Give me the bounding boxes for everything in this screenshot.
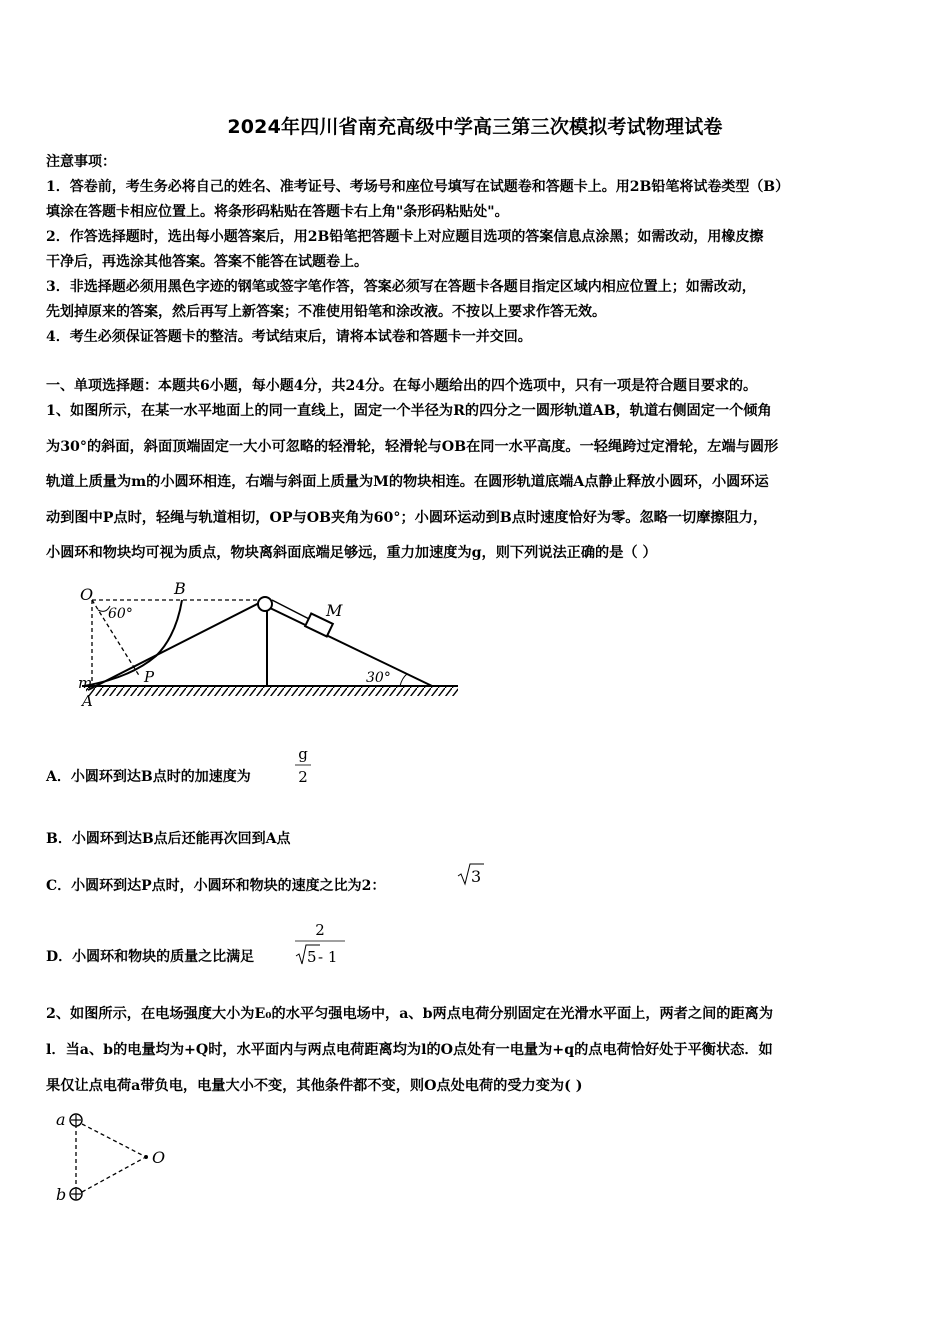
fraction-tail: - 1 <box>318 948 338 966</box>
option-d-text: D．小圆环和物块的质量之比满足 <box>46 949 255 965</box>
option-c-radical <box>456 860 486 888</box>
notice-line: 先划掉原来的答案，然后再写上新答案；不准使用铅笔和涂改液。不按以上要求作答无效。 <box>46 304 606 320</box>
question-1-line: 小圆环和物块均可视为质点，物块离斜面底端足够远，重力加速度为g，则下列说法正确的是（ ） <box>46 545 657 561</box>
figure-label-B: B <box>174 580 186 598</box>
figure-label-M: M <box>326 601 343 620</box>
notice-line: 3．非选择题必须用黑色字迹的钢笔或签字笔作答，答案必须写在答题卡各题目指定区域内相应位置上；如需改动， <box>46 279 756 295</box>
question-2-figure <box>50 1106 180 1206</box>
option-c[interactable] <box>46 875 385 895</box>
figure-label-m: m <box>78 674 93 692</box>
option-d-fraction <box>293 918 349 970</box>
option-a-text: A．小圆环到达B点时的加速度为 <box>46 769 251 785</box>
radical-value: 5 <box>307 948 317 966</box>
figure-label-A: A <box>82 692 93 710</box>
section-heading: 一、单项选择题：本题共6小题，每小题4分，共24分。在每小题给出的四个选项中，只有一项是符合题目要求的。 <box>46 378 757 394</box>
option-a-fraction <box>293 742 313 790</box>
option-c-text: C．小圆环到达P点时，小圆环和物块的速度之比为2： <box>46 878 386 894</box>
question-2-line: 果仅让点电荷a带负电，电量大小不变，其他条件都不变，则O点处电荷的受力变为( ) <box>46 1078 583 1094</box>
option-a[interactable] <box>46 766 251 786</box>
notice-line: 1．答卷前，考生务必将自己的姓名、准考证号、考场号和座位号填写在试题卷和答题卡上。用2B铅笔将试卷类型（B） <box>46 179 790 195</box>
fraction-denominator: 2 <box>298 768 308 786</box>
question-1-line: 动到图中P点时，轻绳与轨道相切，OP与OB夹角为60°；小圆环运动到B点时速度恰好为零。忽略一切摩擦阻力， <box>46 509 768 526</box>
question-1-line: 轨道上质量为m的小圆环相连，右端与斜面上质量为M的物块相连。在圆形轨道底端A点静止释放小圆环，小圆环运 <box>46 474 769 490</box>
fraction-numerator: g <box>298 745 308 763</box>
notice-line: 干净后，再选涂其他答案。答案不能答在试题卷上。 <box>46 254 368 270</box>
figure-label-P: P <box>144 668 155 686</box>
option-b[interactable] <box>46 828 291 848</box>
notice-line: 2．作答选择题时，选出每小题答案后，用2B铅笔把答题卡上对应题目选项的答案信息点涂黑；如需改动，用橡皮擦 <box>46 229 764 245</box>
notice-line: 4．考生必须保证答题卡的整洁。考试结束后，请将本试卷和答题卡一并交回。 <box>46 329 532 345</box>
fraction-numerator: 2 <box>315 921 325 939</box>
figure-label-30: 30° <box>366 670 391 686</box>
question-1-line: 1、如图所示，在某一水平地面上的同一直线上，固定一个半径为R的四分之一圆形轨道AB，轨道右侧固定一个倾角 <box>46 403 772 419</box>
question-1-stem <box>46 394 908 572</box>
figure-label-O: O <box>152 1148 166 1167</box>
notice-heading: 注意事项： <box>46 154 116 170</box>
option-b-text: B．小圆环到达B点后还能再次回到A点 <box>46 831 291 847</box>
option-d[interactable] <box>46 946 254 966</box>
page-title: 2024年四川省南充高级中学高三第三次模拟考试物理试卷 <box>227 116 723 138</box>
question-1-line: 为30°的斜面，斜面顶端固定一大小可忽略的轻滑轮，轻滑轮与OB在同一水平高度。一轻绳跨过定滑轮，左端与圆形 <box>46 438 779 455</box>
radical-value: 3 <box>471 867 482 886</box>
question-2-stem <box>46 996 908 1104</box>
figure-label-O: O <box>80 585 94 604</box>
question-2-line: l．当a、b的电量均为+Q时，水平面内与两点电荷距离均为l的O点处有一电量为+q的点电荷恰好处于平衡状态．如 <box>46 1042 773 1058</box>
question-1-figure <box>60 580 470 710</box>
figure-label-a: a <box>56 1110 66 1129</box>
notice-line: 填涂在答题卡相应位置上。将条形码粘贴在答题卡右上角"条形码粘贴处"。 <box>46 204 509 220</box>
figure-label-b: b <box>56 1185 67 1204</box>
question-2-line: 2、如图所示，在电场强度大小为E₀的水平匀强电场中，a、b两点电荷分别固定在光滑水平面上，两者之间的距离为 <box>46 1006 774 1022</box>
figure-label-60: 60° <box>108 606 133 622</box>
